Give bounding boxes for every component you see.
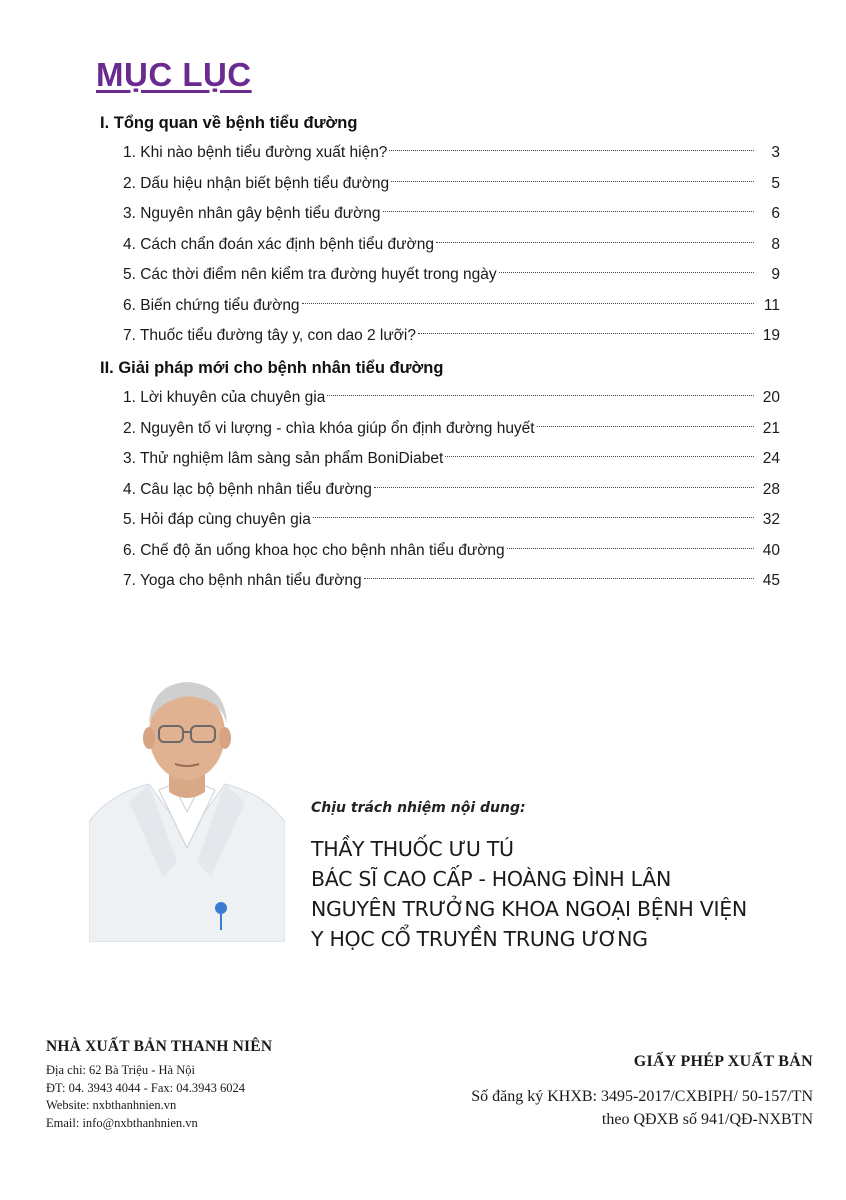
toc-item-title: 7. Yoga cho bệnh nhân tiểu đường [123, 572, 362, 589]
toc-page-number: 32 [762, 511, 780, 528]
dot-leader [389, 150, 754, 151]
responsible-label: Chịu trách nhiệm nội dung: [311, 800, 526, 816]
toc-item-title: 1. Lời khuyên của chuyên gia [123, 389, 326, 406]
license-title: GIẤY PHÉP XUẤT BẢN [633, 1053, 813, 1070]
toc-item-title: 3. Nguyên nhân gây bệnh tiểu đường [123, 205, 381, 222]
dot-leader [507, 548, 754, 549]
toc-item-title: 1. Khi nào bệnh tiểu đường xuất hiện? [123, 144, 388, 161]
toc-page-number: 5 [771, 174, 780, 192]
toc-page-number: 8 [771, 235, 780, 253]
toc-item[interactable] [100, 536, 780, 567]
toc-list [100, 383, 780, 597]
responsible-line: Y HỌC CỔ TRUYỀN TRUNG ƯƠNG [311, 927, 648, 951]
dot-leader [391, 181, 754, 182]
toc-page-number: 24 [762, 450, 780, 467]
toc-item-title: 2. Nguyên tố vi lượng - chìa khóa giúp ổn định đường huyết [123, 419, 535, 437]
toc-item[interactable] [100, 566, 780, 597]
dot-leader [436, 242, 754, 243]
dot-leader [364, 578, 754, 579]
toc-item-title: 7. Thuốc tiểu đường tây y, con dao 2 lưỡi? [123, 327, 416, 344]
toc-item[interactable] [100, 444, 780, 475]
license-decision: theo QĐXB số 941/QĐ-NXBTN [601, 1111, 813, 1128]
toc-page-number: 21 [762, 419, 780, 437]
toc-item-title: 5. Các thời điểm nên kiểm tra đường huyết trong ngày [123, 266, 497, 283]
publisher-info [46, 1038, 272, 1132]
license-info [471, 1053, 813, 1131]
dot-leader [302, 303, 754, 304]
dot-leader [499, 272, 754, 273]
toc-page-number: 20 [762, 389, 780, 406]
toc-item-title: 6. Chế độ ăn uống khoa học cho bệnh nhân tiểu đường [123, 541, 505, 559]
toc-page-number: 40 [762, 541, 780, 559]
license-registration: Số đăng ký KHXB: 3495-2017/CXBIPH/ 50-157/TN [471, 1088, 813, 1105]
toc-item[interactable] [100, 169, 780, 200]
toc-page-number: 19 [762, 327, 780, 344]
toc-item-title: 4. Câu lạc bộ bệnh nhân tiểu đường [123, 480, 372, 498]
publisher-name: NHÀ XUẤT BẢN THANH NIÊN [46, 1038, 273, 1055]
toc-item[interactable] [100, 321, 780, 352]
dot-leader [445, 456, 754, 457]
toc-item[interactable] [100, 230, 780, 261]
toc-page-number: 3 [771, 144, 780, 161]
dot-leader [418, 333, 754, 334]
page-title: MỤC LỤC [96, 56, 252, 93]
toc-item[interactable] [100, 475, 780, 506]
toc-page-number: 28 [762, 480, 780, 498]
toc-item[interactable] [100, 414, 780, 445]
dot-leader [537, 426, 754, 427]
dot-leader [313, 517, 754, 518]
toc-item-title: 5. Hỏi đáp cùng chuyên gia [123, 511, 311, 528]
toc-item[interactable] [100, 260, 780, 291]
toc-item[interactable] [100, 199, 780, 230]
section-heading: I. Tổng quan về bệnh tiểu đường [100, 114, 358, 132]
responsible-line: NGUYÊN TRƯỞNG KHOA NGOẠI BỆNH VIỆN [311, 897, 747, 921]
dot-leader [327, 395, 754, 396]
toc-page-number: 6 [771, 205, 780, 222]
toc-list [100, 138, 780, 352]
dot-leader [374, 487, 754, 488]
toc-item-title: 3. Thử nghiệm lâm sàng sản phẩm BoniDiabet [123, 450, 444, 467]
section-heading: II. Giải pháp mới cho bệnh nhân tiểu đường [100, 359, 444, 377]
toc-item-title: 2. Dấu hiệu nhận biết bệnh tiểu đường [123, 174, 390, 192]
toc-item[interactable] [100, 138, 780, 169]
toc-item[interactable] [100, 505, 780, 536]
toc-item[interactable] [100, 383, 780, 414]
toc-page-number: 45 [762, 572, 780, 589]
toc-item-title: 4. Cách chẩn đoán xác định bệnh tiểu đường [123, 235, 434, 253]
toc-item[interactable] [100, 291, 780, 322]
toc-page-number: 11 [763, 296, 780, 314]
toc-section-1 [100, 108, 780, 352]
responsible-line: THẦY THUỐC ƯU TÚ [311, 837, 514, 861]
toc-item-title: 6. Biến chứng tiểu đường [123, 296, 300, 314]
dot-leader [383, 211, 754, 212]
doctor-portrait [89, 672, 285, 942]
responsible-block [311, 800, 747, 954]
publisher-email[interactable]: Email: info@nxbthanhnien.vn [46, 1115, 198, 1130]
toc-page-number: 9 [771, 266, 780, 283]
publisher-phone: ĐT: 04. 3943 4044 - Fax: 04.3943 6024 [46, 1080, 246, 1095]
doctor-portrait-illustration [89, 672, 285, 942]
toc-section-2 [100, 353, 780, 597]
publisher-website[interactable]: Website: nxbthanhnien.vn [46, 1098, 177, 1112]
publisher-address: Địa chỉ: 62 Bà Triệu - Hà Nội [46, 1063, 195, 1077]
responsible-line: BÁC SĨ CAO CẤP - HOÀNG ĐÌNH LÂN [311, 867, 671, 891]
